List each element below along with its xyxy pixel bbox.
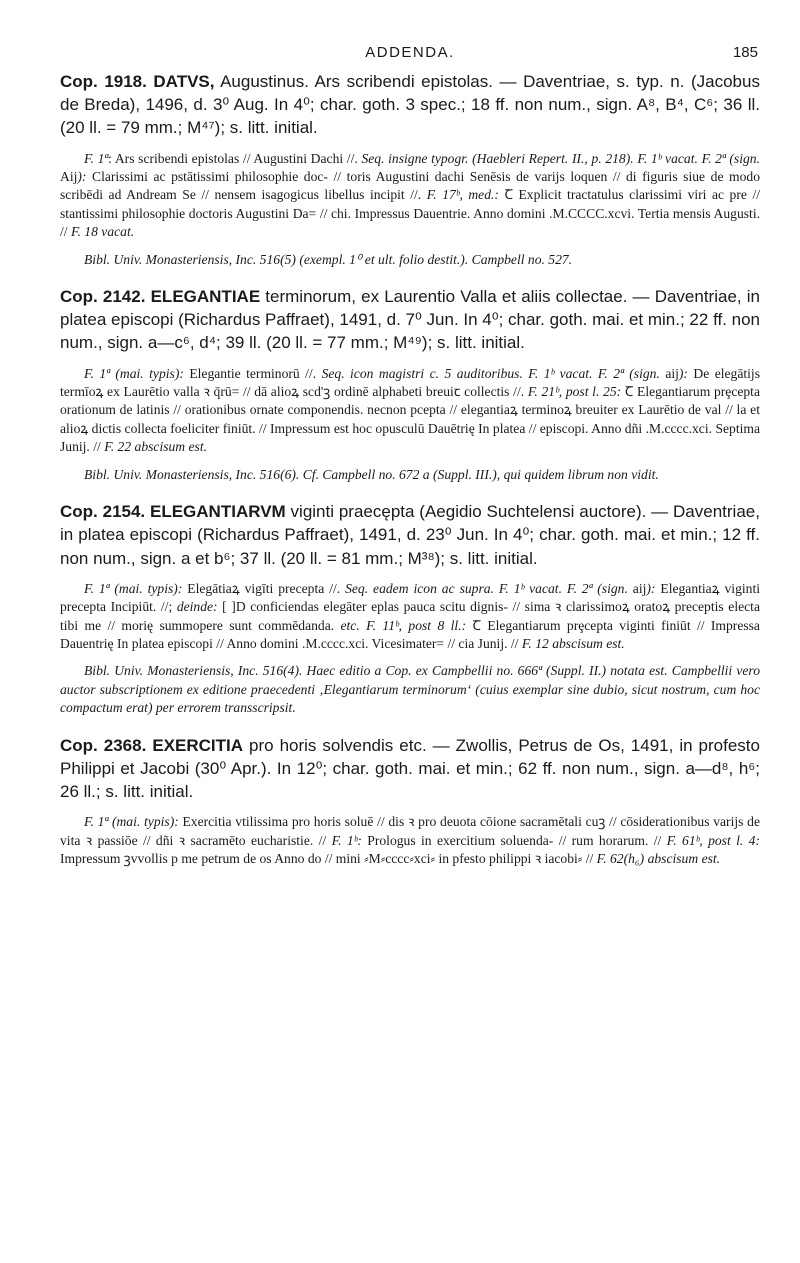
description-italic-segment: F. 1ᵇ:	[331, 832, 368, 848]
running-title: ADDENDA.	[365, 44, 455, 61]
entries-list	[60, 70, 760, 868]
description-text-segment: Exercitia vtilissima pro horis soluē // dis ꝛ pro deuota cōione sacramētali cuꝫ // cōsiderationibus varijs de vita ꝛ passiōe // dñi ꝛ sacramēto eucharistie. //	[60, 814, 760, 848]
description-italic-segment: ):	[77, 169, 92, 185]
entry-title-block	[60, 70, 760, 140]
copinger-number: Cop. 2154.	[60, 502, 146, 522]
description-italic-segment: deinde:	[176, 599, 223, 615]
description-text-segment: aij	[632, 580, 647, 596]
description-italic-segment: ):	[678, 365, 694, 381]
description-italic-segment: F. 22 abscisum est.	[104, 439, 208, 455]
description-italic-segment: F. 1ª (mai. typis):	[84, 814, 183, 830]
entry-headword: ELEGANTIARVM	[150, 502, 286, 522]
entry-bibliography: Bibl. Univ. Monasteriensis, Inc. 516(6). Cf. Campbell no. 672 a (Suppl. III.), qui quidem librum non vidit.	[84, 466, 659, 482]
entry-description	[60, 365, 760, 457]
description-italic-segment: Seq. eadem icon ac supra. F. 1ᵇ vacat. F. 2ª (sign.	[345, 580, 633, 596]
catalog-entry	[60, 285, 760, 484]
description-text-segment: Ꞇ Explicit tractatulus clarissimi viri ac pre // stantissimi philosophie doctoris Augustini Da= // chi. Impressus Dauentrie. Anno domini .M.CCCC.xcvi. Tertia mensis Augusti. //	[60, 187, 760, 240]
description-text-segment: Aij	[60, 169, 78, 185]
description-italic-segment: F. 1ª (mai. typis):	[84, 365, 190, 381]
description-italic-segment: F. 62(h₆) abscisum est.	[596, 850, 721, 866]
description-text-segment: Elegantie terminorū //.	[189, 365, 322, 381]
copinger-number: Cop. 2368.	[60, 735, 147, 755]
description-text-segment: Elegantiaꝝ viginti precepta Incipiūt. //;	[60, 580, 761, 615]
entry-title-rest: pro horis solvendis etc. — Zwollis, Petrus de Os, 1491, in profesto Philippi et Jacobi (30⁰ Apr.). In 12⁰; char. goth. mai. et min.; 62 ff. non num., sign. a—d⁸, h⁶; 26 ll.; s. litt. initial.	[60, 735, 760, 801]
entry-title-block	[60, 285, 760, 355]
entry-title-block	[60, 734, 760, 804]
description-text-segment: Elegātiaꝝ vigīti precepta //.	[187, 580, 346, 596]
entry-headword: DATVS,	[153, 72, 215, 91]
page-header	[60, 0, 760, 70]
entry-description	[60, 150, 760, 242]
description-italic-segment: F. 17ᵇ, med.:	[426, 187, 505, 203]
description-text-segment: De elegātijs termīoꝝ ex Laurētio valla ꝛ q̄rū= // dā alioꝝ scd'ꝫ ordinē alphabeti breuiꞇ collectis //.	[60, 365, 760, 400]
description-text-segment: Ꞇ Elegantiarum prȩcepta orationum de latinis // orationibus ornate componendis. necnon pcepta // elegantiaꝝ terminoꝝ breuiter ex Laurētio de val // la et alioꝝ dictis collecta foeliciter finiūt. // Impressum est hoc opusculū Dauētrię In platea // episcopi. Anno dñi .M.cccc.xci. Septima Junij. //	[60, 384, 760, 455]
description-italic-segment: F. 1ª (mai. typis):	[84, 580, 188, 596]
description-italic-segment: Seq. icon magistri c. 5 auditoribus. F. 1ᵇ vacat. F. 2ª (sign.	[321, 365, 666, 381]
entry-title-rest: terminorum, ex Laurentio Valla et aliis collectae. — Daventriae, in platea episcopi (Richardus Paffraet), 1491, d. 7⁰ Jun. In 4⁰; char. goth. mai. et min.; 22 ff. non num., sign. a—c⁶, d⁴; 39 ll. (20 ll. = 77 mm.; M⁴⁹); s. litt. initial.	[60, 287, 761, 353]
entry-description	[60, 580, 760, 654]
page-number: 185	[732, 44, 758, 61]
description-italic-segment: F. 12 abscisum est.	[521, 635, 625, 651]
description-italic-segment: etc. F. 11ᵇ, post 8 ll.:	[340, 617, 473, 633]
copinger-number: Cop. 2142.	[60, 287, 146, 307]
entry-headword: ELEGANTIAE	[150, 287, 261, 307]
description-italic-segment: F. 61ᵇ, post l. 4:	[666, 832, 760, 848]
entry-headword: EXERCITIA	[152, 735, 243, 755]
catalog-entry	[60, 500, 760, 717]
description-italic-segment: ):	[646, 580, 661, 596]
catalog-entry	[60, 734, 760, 869]
page	[60, 0, 760, 868]
entry-description	[60, 813, 760, 868]
description-text-segment: aij	[665, 365, 679, 381]
description-text-segment: Prologus in exercitium soluenda- // rum horarum. //	[367, 832, 667, 848]
entry-title-rest: Augustinus. Ars scribendi epistolas. — Daventriae, s. typ. n. (Jacobus de Breda), 1496, d. 3⁰ Aug. In 4⁰; char. goth. 3 spec.; 18 ff. non num., sign. A⁸, B⁴, C⁶; 36 ll. (20 ll. = 79 mm.; M⁴⁷); s. litt. initial.	[60, 72, 760, 138]
description-text-segment: Ꞇ Elegantiarum prȩcepta viginti finiūt // Impressa Dauentrię In platea episcopi // Anno domini .M.cccc.xci. Vicesimater= // cia Junij. //	[60, 617, 760, 651]
description-italic-segment: F. 18 vacat.	[70, 224, 135, 240]
entry-bibliography: Bibl. Univ. Monasteriensis, Inc. 516(4). Haec editio a Cop. ex Campbellii no. 666ª (Suppl. II.) notata est. Campbellii vero auctor subscriptionem ex editione praecedenti ‚Elegantiarum terminorum‘ (cuius exemplar sine dubio, sicut nostrum, cum hoc compactum erat) per errorem transscripsit.	[60, 663, 760, 716]
description-italic-segment: Seq. insigne typogr. (Haebleri Repert. II., p. 218). F. 1ᵇ vacat. F. 2ª (sign.	[361, 150, 760, 166]
description-text-segment: [ ]D conficiendas elegāter eplas pauca scitu dignis- // sima ꝛ clarissimoꝝ oratoꝝ preceptis electa tibi me // morię summopere sunt commēdanda.	[60, 599, 760, 633]
description-text-segment: : Ars scribendi epistolas // Augustini Dachi //.	[108, 150, 362, 166]
description-text-segment: Impressum ꝫvvollis p me petrum de os Anno do // mini ⸗M⸗cccc⸗xci⸗ in pfesto philippi ꝛ iacobi⸗ //	[60, 850, 597, 866]
copinger-number: Cop. 1918.	[60, 72, 147, 91]
description-text-segment: Clarissimi ac pstātissimi philosophie doc- // toris Augustini dachi Senēsis de varijs loquen // di figuris siue de modo scribēdi ad Andream Se // nensem isagogicus libellus incipit //.	[60, 169, 761, 203]
entry-title-block	[60, 500, 760, 570]
description-italic-segment: F. 21ᵇ, post l. 25:	[527, 384, 625, 400]
description-italic-segment: F. 1ª	[84, 150, 109, 166]
catalog-entry	[60, 70, 760, 269]
entry-title-rest: viginti praecępta (Aegidio Suchtelensi auctore). — Daventriae, in platea episcopi (Richardus Paffraet), 1491, d. 23⁰ Jun. In 4⁰; char. goth. mai. et min.; 12 ff. non num., sign. a et b⁶; 37 ll. (20 ll. = 81 mm.; M³⁸); s. litt. initial.	[60, 502, 760, 568]
entry-bibliography: Bibl. Univ. Monasteriensis, Inc. 516(5) (exempl. 1⁰ et ult. folio destit.). Campbell no. 527.	[84, 251, 573, 267]
